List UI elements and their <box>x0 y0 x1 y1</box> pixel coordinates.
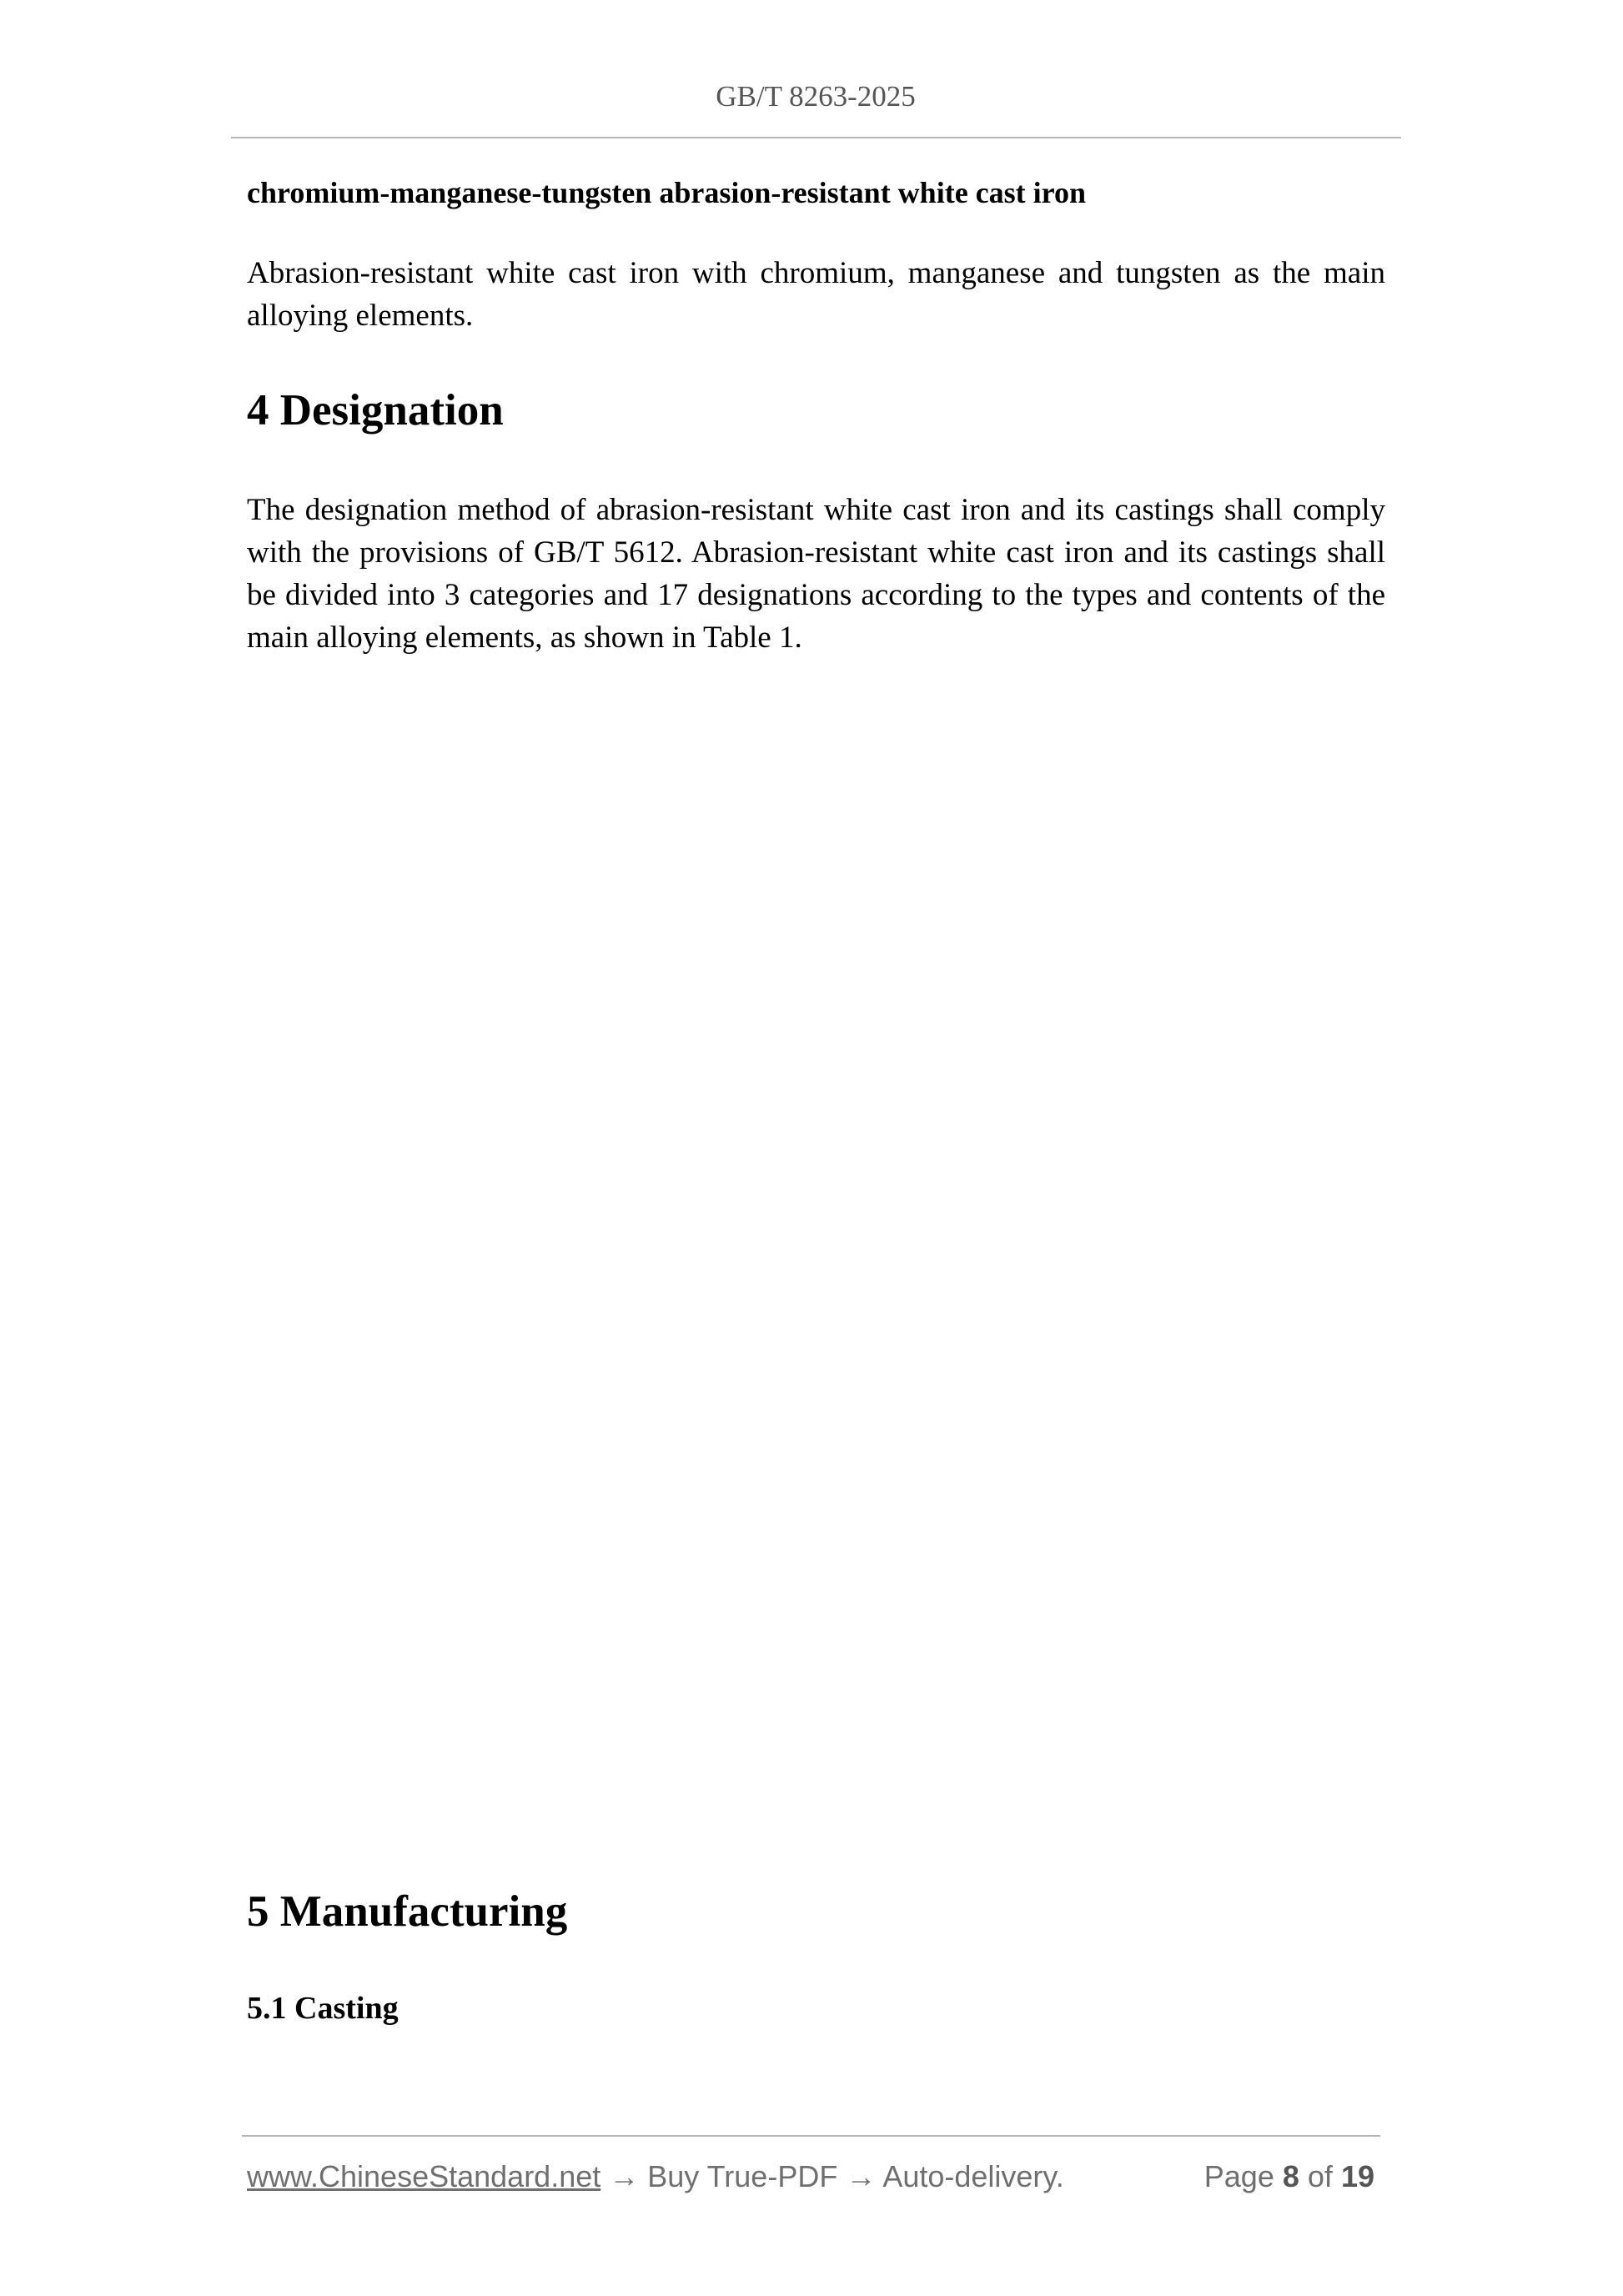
document-code-header: GB/T 8263-2025 <box>716 80 916 113</box>
section-5-heading: 5 Manufacturing <box>247 1887 568 1936</box>
website-link[interactable]: www.ChineseStandard.net <box>247 2159 601 2193</box>
section-5-1-heading: 5.1 Casting <box>247 1991 399 2026</box>
page-word: Page <box>1203 2159 1274 2193</box>
section-4-heading: 4 Designation <box>247 386 504 435</box>
header-divider <box>231 137 1401 138</box>
term-definition: Abrasion-resistant white cast iron with chromium, manganese and tungsten as the main alloying elements. <box>247 256 1385 333</box>
page-total: 19 <box>1340 2159 1374 2193</box>
footer-promo-text: → Buy True-PDF → Auto-delivery. <box>600 2159 1064 2193</box>
term-title: chromium-manganese-tungsten abrasion-resistant white cast iron <box>247 176 1086 209</box>
of-word: of <box>1307 2159 1333 2193</box>
page-indicator <box>1204 2159 1374 2194</box>
page-number: 8 <box>1282 2159 1299 2193</box>
page-footer <box>247 2159 1374 2194</box>
footer-divider <box>242 2135 1380 2137</box>
section-4-paragraph: The designation method of abrasion-resistant white cast iron and its castings shall comply with the provisions of GB/T 5612. Abrasion-resistant white cast iron and its castings shall be divided into 3 categories and 17 designations according to the types and contents of the main alloying elements, as shown in Table 1. <box>247 493 1385 655</box>
